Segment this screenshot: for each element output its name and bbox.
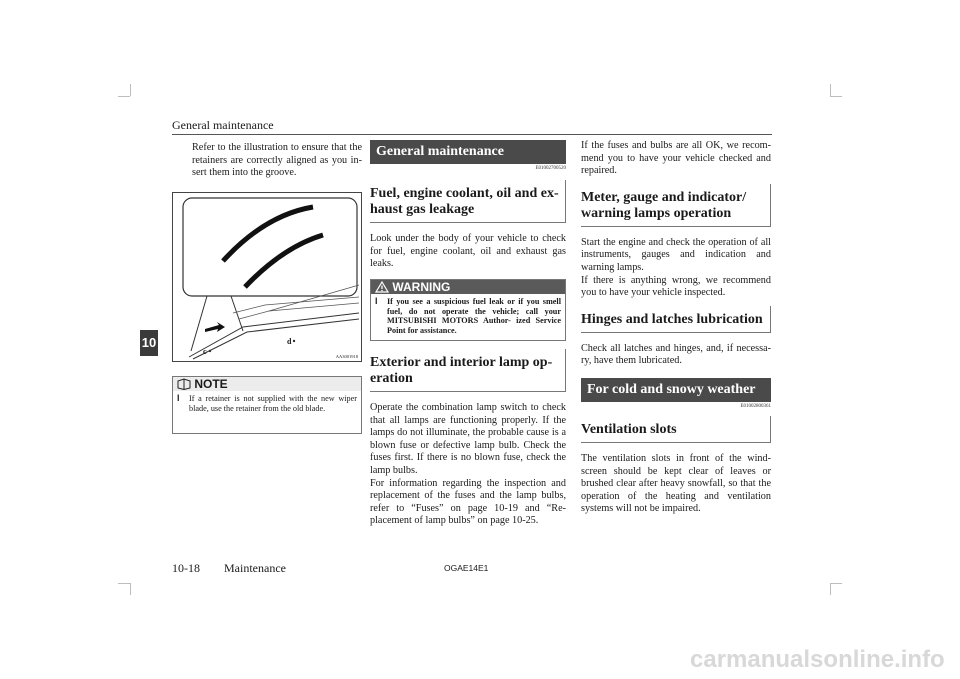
hinges-body: Check all latches and hinges, and, if necessa- ry, have them lubricated.	[581, 342, 771, 367]
lamp-operation-body-1: Operate the combination lamp switch to check that all lamps are functioning properly. If the lamps do not illuminate, the probable cause is a blown fuse or defective lamp bulb. Check the fuses first. If there is no blown fuse, check the lamp bulbs.	[370, 401, 566, 476]
warning-triangle-icon	[375, 281, 389, 293]
crop-mark	[118, 583, 130, 584]
crop-mark	[830, 583, 842, 584]
note-text: If a retainer is not supplied with the new wiper blade, use the retainer from the old blade.	[189, 394, 357, 413]
fuel-leak-title: Fuel, engine coolant, oil and ex- haust gas leakage	[370, 180, 566, 223]
cold-weather-banner: For cold and snowy weather	[581, 378, 771, 402]
crop-mark	[830, 84, 831, 96]
warning-text: If you see a suspicious fuel leak or if you smell fuel, do not operate the vehicle; call your MITSUBISHI MOTORS Author- ized Service Point for assistance.	[387, 296, 561, 336]
crop-mark	[830, 96, 842, 97]
note-header	[173, 377, 361, 391]
meter-gauge-title: Meter, gauge and indicator/ warning lamps operation	[581, 184, 771, 227]
crop-mark	[130, 583, 131, 595]
illustration-code: AA3001918	[335, 354, 358, 359]
crop-mark	[130, 84, 131, 96]
bullet-icon: l	[375, 295, 378, 306]
label-d: d	[287, 337, 292, 346]
note-icon	[177, 378, 191, 390]
cold-weather-code: E01002800361	[740, 403, 771, 409]
wiper-blade-drawing	[173, 193, 361, 361]
section-name: Maintenance	[224, 561, 286, 575]
watermark: carmanualsonline.info	[690, 646, 945, 673]
note-body	[173, 391, 361, 418]
header-rule	[172, 134, 772, 135]
banner-code: E01002700520	[535, 166, 566, 171]
bullet-icon: l	[177, 393, 180, 403]
ventilation-body: The ventilation slots in front of the wind- screen should be kept clear of leaves or brushed clear after heavy snowfall, so that the operation of the heating and ventilation systems will not be impaired.	[581, 452, 771, 515]
meter-gauge-body-2: If there is anything wrong, we recommend you to have your vehicle inspected.	[581, 274, 771, 299]
ventilation-title: Ventilation slots	[581, 416, 771, 443]
warning-box	[370, 279, 566, 341]
retainer-intro: Refer to the illustration to ensure that the retainers are correctly aligned as you in- sert them into the groove.	[192, 142, 362, 179]
meter-gauge-body-1: Start the engine and check the operation of all instruments, gauges and indication and warning lamps.	[581, 236, 771, 273]
crop-mark	[830, 583, 831, 595]
hinges-title: Hinges and latches lubrication	[581, 306, 771, 333]
page-number: 10-18	[172, 561, 200, 575]
label-c: c	[203, 347, 207, 356]
lamp-operation-title: Exterior and interior lamp op- eration	[370, 349, 566, 392]
crop-mark	[118, 96, 130, 97]
general-maintenance-banner: General maintenance	[370, 140, 566, 164]
chapter-tab: 10	[140, 330, 158, 356]
running-header: General maintenance	[172, 118, 274, 132]
warning-heading: WARNING	[392, 279, 451, 294]
note-box	[172, 376, 362, 434]
fuses-ok-text: If the fuses and bulbs are all OK, we recom- mend you to have your vehicle checked and repaired.	[581, 140, 771, 177]
note-heading: NOTE	[194, 377, 228, 391]
wiper-illustration	[172, 192, 362, 362]
right-column	[581, 140, 771, 516]
fuel-leak-body: Look under the body of your vehicle to check for fuel, engine coolant, oil and exhaust gas leaks.	[370, 233, 566, 270]
document-code: OGAE14E1	[444, 563, 489, 573]
lamp-operation-body-2: For information regarding the inspection and replacement of the fuses and the lamp bulbs, refer to “Fuses” on page 10-19 and “Re- placement of lamp bulbs” on page 10-25.	[370, 477, 566, 527]
warning-header	[371, 280, 565, 294]
middle-column	[370, 140, 566, 528]
left-column	[192, 142, 362, 180]
warning-body	[371, 294, 565, 340]
